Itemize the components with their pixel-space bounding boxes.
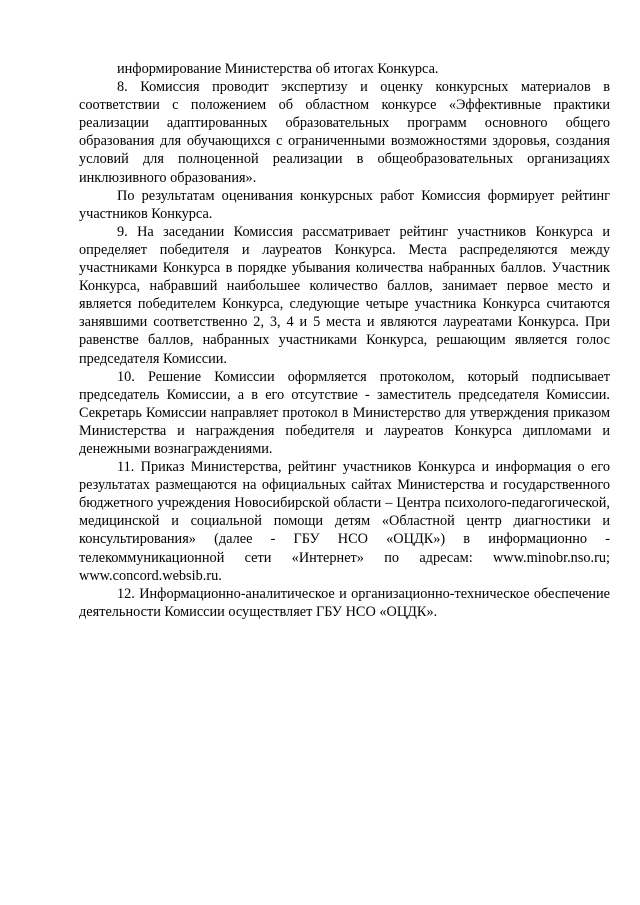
document-page [79, 60, 610, 621]
paragraph-item-12: 12. Информационно-аналитическое и организационно-техническое обеспечение деятельности Комиссии осуществляет ГБУ НСО «ОЦДК». [79, 585, 610, 620]
paragraph-continuation: информирование Министерства об итогах Конкурса. [117, 61, 439, 77]
paragraph-item-10: 10. Решение Комиссии оформляется протоколом, который подписывает председатель Комиссии, а в его отсутствие - заместитель председателя Комиссии. Секретарь Комиссии направляет протокол в Министерство для утверждения приказом Министерства и награждения победителя и лауреатов Конкурса дипломами и денежными вознаграждениями. [79, 368, 610, 457]
paragraph-rating: По результатам оценивания конкурсных работ Комиссия формирует рейтинг участников Конкурса. [79, 187, 610, 222]
paragraph-item-9: 9. На заседании Комиссия рассматривает рейтинг участников Конкурса и определяет победителя и лауреатов Конкурса. Места распределяются между участниками Конкурса в порядке убывания количества набранных баллов. Участник Конкурса, набравший наибольшее количество баллов, занимает первое место и является победителем Конкурса, следующие четыре участника Конкурса считаются занявшими соответственно 2, 3, 4 и 5 места и являются лауреатами Конкурса. При равенстве баллов, набранных участниками Конкурса, решающим является голос председателя Комиссии. [79, 223, 610, 367]
paragraph-item-11: 11. Приказ Министерства, рейтинг участников Конкурса и информация о его результатах размещаются на официальных сайтах Министерства и государственного бюджетного учреждения Новосибирской области – Центра психолого-педагогической, медицинской и социальной помощи детям «Областной центр диагностики и консультирования» (далее - ГБУ НСО «ОЦДК») в информационно - телекоммуникационной сети «Интернет» по адресам: www.minobr.nso.ru; www.concord.websib.ru. [79, 459, 610, 584]
paragraph-item-8: 8. Комиссия проводит экспертизу и оценку конкурсных материалов в соответствии с положением об областном конкурсе «Эффективные практики реализации адаптированных образовательных программ основного общего образования для обучающихся с ограниченными возможностями здоровья, создания условий для полноценной реализации в общеобразовательных организациях инклюзивного образования». [79, 79, 610, 186]
